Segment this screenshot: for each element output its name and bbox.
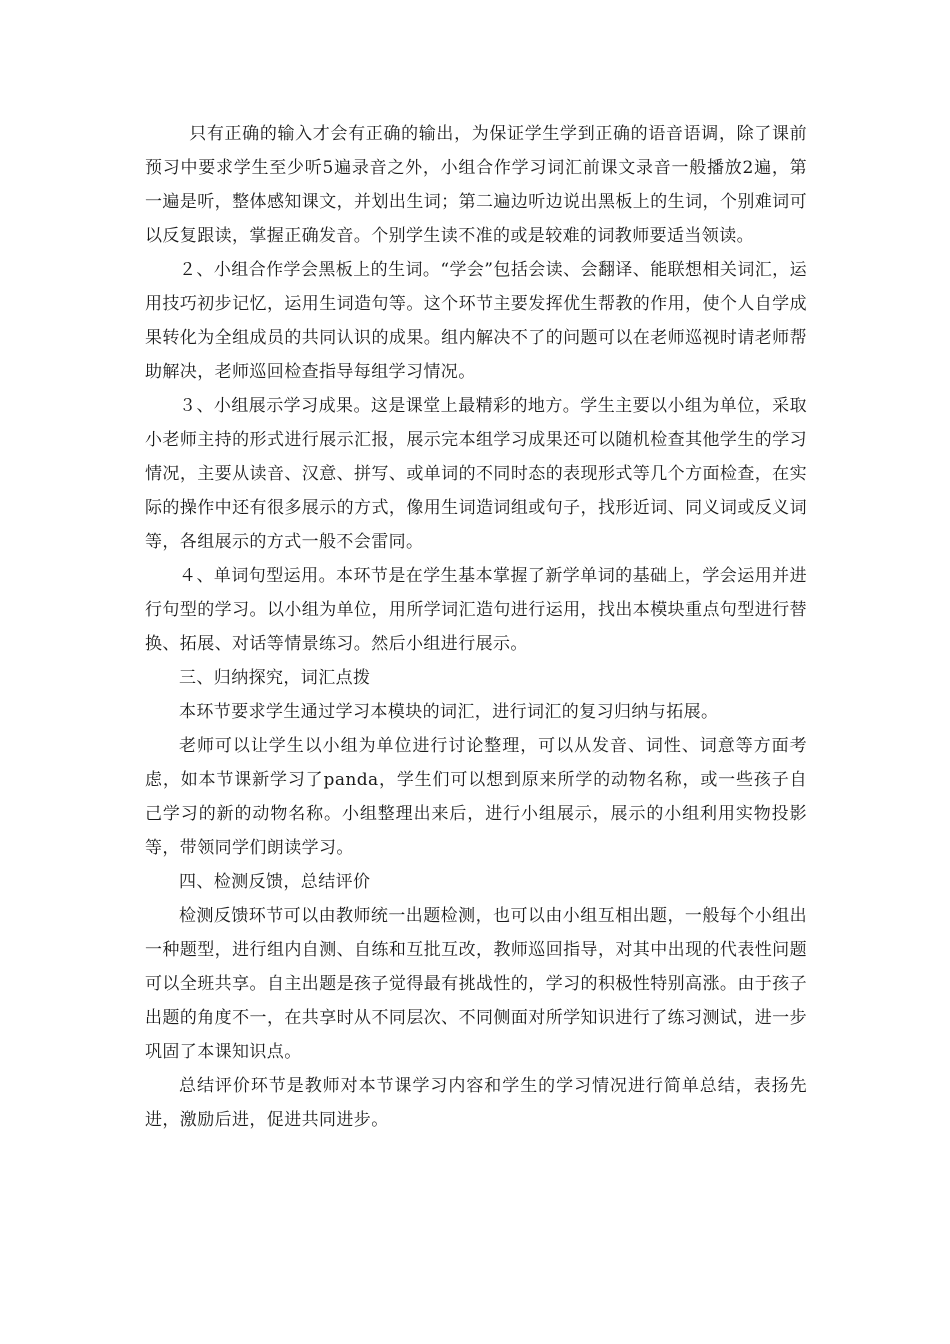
- paragraph-step-4: ４、单词句型运用。本环节是在学生基本掌握了新学单词的基础上，学会运用并进行句型的学习。以小组为单位，用所学词汇造句进行运用，找出本模块重点句型进行替换、拓展、对话等情景练习。然后小组进行展示。: [145, 566, 807, 654]
- paragraph-intro: 只有正确的输入才会有正确的输出，为保证学生学到正确的语音语调，除了课前预习中要求学生至少听5遍录音之外，小组合作学习词汇前课文录音一般播放2遍，第一遍是听，整体感知课文，并划出生词；第二遍边听边说出黑板上的生词，个别难词可以反复跟读，掌握正确发音。个别学生读不准的或是较难的词教师要适当领读。: [145, 124, 807, 246]
- section-heading-4: 四、检测反馈，总结评价: [179, 872, 371, 892]
- document-body: [145, 117, 807, 1137]
- paragraph-section-3-intro: 本环节要求学生通过学习本模块的词汇，进行词汇的复习归纳与拓展。: [179, 702, 719, 722]
- paragraph-step-2: ２、小组合作学会黑板上的生词。“学会”包括会读、会翻译、能联想相关词汇，运用技巧初步记忆，运用生词造句等。这个环节主要发挥优生帮教的作用，使个人自学成果转化为全组成员的共同认识的成果。组内解决不了的问题可以在老师巡视时请老师帮助解决，老师巡回检查指导每组学习情况。: [145, 260, 807, 382]
- paragraph-section-3-detail: 老师可以让学生以小组为单位进行讨论整理，可以从发音、词性、词意等方面考虑，如本节课新学习了panda，学生们可以想到原来所学的动物名称，或一些孩子自己学习的新的动物名称。小组整理出来后，进行小组展示，展示的小组利用实物投影等，带领同学们朗读学习。: [145, 736, 807, 858]
- paragraph-section-4-summary: 总结评价环节是教师对本节课学习内容和学生的学习情况进行简单总结，表扬先进，激励后进，促进共同进步。: [145, 1076, 807, 1130]
- section-heading-3: 三、归纳探究，词汇点拨: [179, 668, 371, 688]
- paragraph-section-4-feedback: 检测反馈环节可以由教师统一出题检测，也可以由小组互相出题，一般每个小组出一种题型，进行组内自测、自练和互批互改，教师巡回指导，对其中出现的代表性问题可以全班共享。自主出题是孩子觉得最有挑战性的，学习的积极性特别高涨。由于孩子出题的角度不一，在共享时从不同层次、不同侧面对所学知识进行了练习测试，进一步巩固了本课知识点。: [145, 906, 807, 1062]
- paragraph-step-3: ３、小组展示学习成果。这是课堂上最精彩的地方。学生主要以小组为单位，采取小老师主持的形式进行展示汇报，展示完本组学习成果还可以随机检查其他学生的学习情况，主要从读音、汉意、拼写、或单词的不同时态的表现形式等几个方面检查，在实际的操作中还有很多展示的方式，像用生词造词组或句子，找形近词、同义词或反义词等，各组展示的方式一般不会雷同。: [145, 396, 807, 552]
